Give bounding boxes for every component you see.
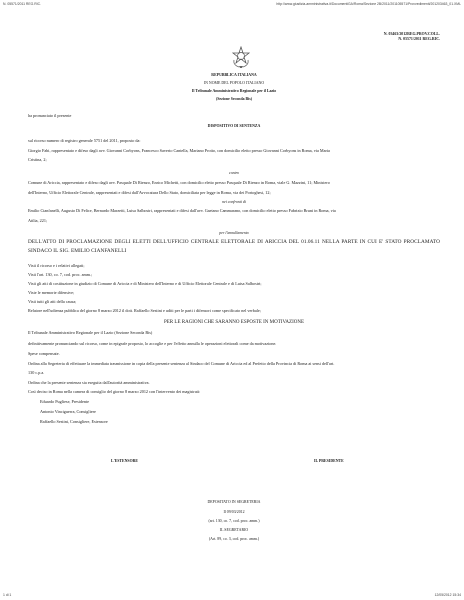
judge-2: Antonio Vinciguerra, Consigliere — [40, 409, 96, 414]
deposit-line-1: DEPOSITATO IN SEGRETERIA — [207, 500, 261, 504]
estensore-label: L'ESTENSORE — [111, 459, 139, 463]
footer-page-count: 1 di 1 — [3, 593, 12, 597]
section-heading: (Sezione Seconda Bis) — [215, 97, 253, 101]
visti-line-5: Visti tutti gli atti della causa; — [28, 299, 77, 304]
visti-line-4: Viste le memorie difensive; — [28, 290, 75, 295]
case-line-4: Comune di Ariccia, rappresentato e difeso dagli avv. Pasquale Di Rienzo, Enrico Michetti, con domicilio eletto presso Pasquale Di Rienzo in Roma, viale G. Mazzini, 11; Ministero — [28, 180, 330, 185]
republic-heading: REPUBBLICA ITALIANA — [211, 73, 257, 77]
header-url[interactable]: http://www.giustizia-amministrativa.it/DocumentiGA/Roma/Sezione 2B/2011/201105571/Provvedimenti/201203463_01.XML — [276, 2, 461, 6]
reg-prov-coll: N. 03463/2012REG.PROV.COLL. — [383, 32, 440, 36]
deposit-line-3: (art. 130, co. 7, cod. proc. amm.) — [208, 519, 260, 523]
case-line-7: Atilia, 221; — [28, 218, 48, 223]
tribunal-heading: Il Tribunale Amministrativo Regionale per il Lazio — [191, 89, 277, 93]
object-of-appeal: DELL'ATTO DI PROCLAMAZIONE DEGLI ELETTI DELL'UFFICIO CENTRALE ELETTORALE DI ARICCIA DEL 01.06.11 NELLA PARTE IN CUI E' STATO PROCLAMATO SINDACO IL SIG. EMILIO CIANFANELLI — [28, 239, 440, 254]
in-name-heading: IN NOME DEL POPOLO ITALIANO — [203, 81, 265, 85]
contro-heading: contro — [228, 171, 239, 175]
header-reg-number: N. 05571/2011 REG.RIC. — [3, 2, 42, 6]
case-line-1: sul ricorso numero di registro generale 5751 del 2011, proposto da: — [28, 138, 141, 143]
decision-heading: DISPOSITIVO DI SENTENZA — [207, 124, 261, 128]
registry-numbers — [384, 32, 440, 41]
decision-line-6: Ordina che la presente sentenza sia eseguita dall'autorità amministrativa. — [28, 380, 150, 385]
case-line-5: dell'Interno, Ufficio Elettorale Centrale, rappresentati e difesi dall'Avvocatura Dello Stato, domiciliata per legge in Roma, via dei Portoghesi, 12; — [28, 190, 271, 195]
decision-line-3: Spese compensate. — [28, 351, 60, 356]
annulment-heading: per l'annullamento — [219, 231, 249, 235]
deposit-line-2: Il 09/03/2012 — [223, 510, 245, 514]
decision-line-2: definitivamente pronunciando sul ricorso, come in epigrafe proposto, lo accoglie e per l'effetto annulla le operazioni elettorali come da motivazione. — [28, 341, 277, 346]
deposit-line-4: IL SEGRETARIO — [219, 528, 249, 532]
case-line-6: Emilio Cianfanelli, Augusto Di Felice, Bernardo Marzetti, Luisa Salbostri, rappresentati e difesi dall'avv. Gaetano Cammarano, con domicilio eletto presso Fabrizio Bruni in Roma, via — [28, 208, 336, 213]
visti-line-2: Visti l'art. 130, co. 7, cod. proc. amm.; — [28, 272, 93, 277]
reasons-heading: PER LE RAGIONI CHE SARANNO ESPOSTE IN MOTIVAZIONE — [163, 320, 305, 325]
visti-line-3: Visti gli atti di costituzione in giudizio di Comune di Ariccia e di Ministero dell'Interno e di Ufficio Elettorale Centrale e di Luisa Salbostri; — [28, 281, 262, 286]
decision-line-5: 130 c.p.a. — [28, 370, 45, 375]
decision-line-7: Così deciso in Roma nella camera di consiglio del giorno 8 marzo 2012 con l'intervento dei magistrati: — [28, 389, 201, 394]
italian-emblem-icon — [231, 46, 251, 68]
case-line-3: Cristina, 2; — [28, 157, 47, 162]
decision-line-1: Il Tribunale Amministrativo Regionale per il Lazio (Sezione Seconda Bis) — [28, 330, 153, 335]
presidente-label: IL PRESIDENTE — [314, 459, 344, 463]
deposit-line-5: (Art. 89, co. 3, cod. proc. amm.) — [208, 537, 260, 541]
print-footer — [0, 590, 464, 600]
decision-line-4: Ordina alla Segreteria di effettuare la immediata trasmissione in copia della presente sentenza al Sindaco del Comune di Ariccia ed al Prefetto della Provincia di Roma ai sensi dell'art. — [28, 361, 335, 366]
footer-datetime: 12/05/2012 15:34 — [434, 593, 461, 597]
judge-3: Raffaello Sestini, Consigliere, Estensore — [40, 419, 108, 424]
visti-line-1: Visti il ricorso e i relativi allegati; — [28, 263, 85, 268]
judge-1: Eduardo Pugliese, Presidente — [40, 399, 89, 404]
counterparty-heading: nei confronti di — [222, 200, 246, 204]
visti-line-6: Relatore nell'udienza pubblica del giorno 8 marzo 2012 il dott. Raffaello Sestini e uditi per le parti i difensori come specificato nel verbale; — [28, 308, 261, 313]
reg-ric: N. 05571/2011 REG.RIC. — [398, 36, 440, 41]
print-header — [0, 0, 464, 10]
case-line-2: Giorgio Fabi, rappresentato e difeso dagli avv. Giovanni Corbyons, Francesco Saverio Cantella, Mariano Protto, con domicilio eletto presso Giovanni Corbyons in Roma, via Maria — [28, 148, 330, 153]
pronounced-text: ha pronunciato il presente — [28, 113, 72, 118]
